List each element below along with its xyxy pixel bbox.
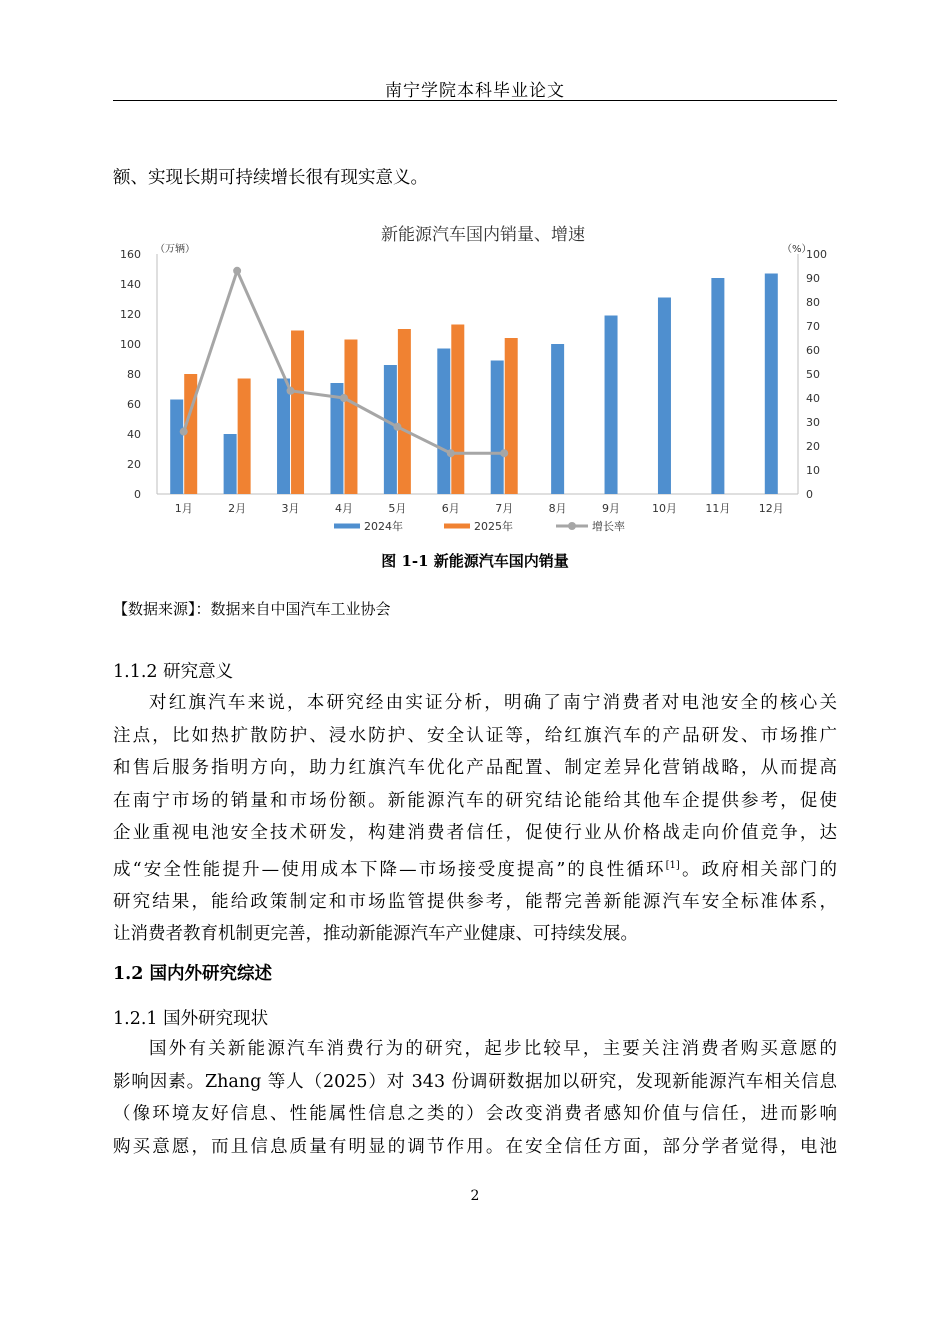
bar-2024 — [437, 349, 450, 495]
body-line-text: 成“安全性能提升—使用成本下降—市场接受度提高”的良性循环 — [113, 859, 666, 880]
x-tick-label: 10月 — [651, 502, 677, 515]
legend-growth-marker — [568, 522, 576, 530]
right-tick-label: 20 — [806, 440, 820, 453]
growth-rate-point — [393, 423, 401, 431]
intro-paragraph — [113, 162, 837, 195]
header-rule — [113, 100, 837, 101]
legend-growth-label: 增长率 — [592, 520, 625, 533]
body-line: 对红旗汽车来说，本研究经由实证分析，明确了南宁消费者对电池安全的核心关 — [149, 693, 837, 713]
left-tick-label: 120 — [120, 308, 141, 321]
legend-2025-label: 2025年 — [474, 520, 513, 533]
x-tick-label: 6月 — [441, 502, 460, 515]
growth-rate-point — [233, 267, 241, 275]
bar-2025 — [451, 325, 464, 495]
left-tick-label: 40 — [127, 428, 141, 441]
section-1-1-2-body — [113, 687, 837, 951]
section-heading-1-1-2: 1.1.2 研究意义 — [113, 662, 234, 682]
chart-title: 新能源汽车国内销量、增速 — [381, 225, 585, 245]
left-tick-label: 60 — [127, 398, 141, 411]
right-tick-label: 60 — [806, 344, 820, 357]
bar-2025 — [398, 329, 411, 494]
bar-2024 — [551, 344, 564, 494]
left-tick-label: 160 — [120, 248, 141, 261]
intro-line: 额、实现长期可持续增长很有现实意义。 — [113, 168, 428, 188]
growth-rate-point — [180, 428, 188, 436]
body-line: 影响因素。Zhang 等人（2025）对 343 份调研数据加以研究，发现新能源汽车相关信息 — [113, 1071, 837, 1092]
sales-chart — [110, 210, 840, 540]
bar-2024 — [658, 298, 671, 495]
x-tick-label: 1月 — [174, 502, 193, 515]
left-axis-unit: （万辆） — [155, 244, 195, 255]
body-line: 企业重视电池安全技术研发，构建消费者信任，促使行业从价格战走向价值竞争，达 — [113, 823, 837, 843]
right-tick-label: 90 — [806, 272, 820, 285]
right-tick-label: 0 — [806, 488, 813, 501]
right-tick-label: 40 — [806, 392, 820, 405]
bar-2024 — [277, 379, 290, 495]
x-tick-label: 8月 — [548, 502, 567, 515]
body-line: （像环境友好信息、性能属性信息之类的）会改变消费者感知价值与信任，进而影响 — [113, 1104, 837, 1124]
right-tick-label: 10 — [806, 464, 820, 477]
right-tick-label: 30 — [806, 416, 820, 429]
body-line: 和售后服务指明方向，助力红旗汽车优化产品配置、制定差异化营销战略，从而提高 — [113, 758, 837, 778]
bar-2025 — [505, 338, 518, 494]
bar-2025 — [344, 340, 357, 495]
bar-2024 — [224, 434, 237, 494]
body-line: 国外有关新能源汽车消费行为的研究，起步比较早，主要关注消费者购买意愿的 — [149, 1039, 837, 1059]
body-line: 让消费者教育机制更完善，推动新能源汽车产业健康、可持续发展。 — [113, 924, 638, 945]
x-tick-label: 7月 — [495, 502, 514, 515]
x-tick-label: 11月 — [705, 502, 731, 515]
section-1-2-1-body — [113, 1033, 837, 1163]
figure-caption: 图 1-1 新能源汽车国内销量 — [381, 552, 569, 570]
left-tick-label: 20 — [127, 458, 141, 471]
body-line-with-citation — [113, 850, 837, 886]
right-tick-label: 100 — [806, 248, 827, 261]
right-axis-unit: （%） — [782, 244, 812, 255]
page-number: 2 — [470, 1188, 480, 1204]
right-tick-label: 50 — [806, 368, 820, 381]
x-tick-label: 3月 — [281, 502, 300, 515]
bar-2024 — [491, 361, 504, 495]
bar-2025 — [291, 331, 304, 495]
bar-2024 — [170, 400, 183, 495]
x-tick-label: 12月 — [758, 502, 784, 515]
bar-2025 — [238, 379, 251, 495]
section-heading-1-2-1: 1.2.1 国外研究现状 — [113, 1009, 269, 1029]
growth-rate-point — [340, 394, 348, 402]
bar-2024 — [711, 278, 724, 494]
body-line: 购买意愿，而且信息质量有明显的调节作用。在安全信任方面，部分学者觉得，电池 — [113, 1136, 837, 1157]
left-tick-label: 140 — [120, 278, 141, 291]
body-line-tail: 。政府相关部门的 — [679, 859, 837, 880]
body-line: 在南宁市场的销量和市场份额。新能源汽车的研究结论能给其他车企提供参考，促使 — [113, 790, 837, 811]
citation-ref: [1] — [665, 859, 680, 871]
x-tick-label: 9月 — [602, 502, 621, 515]
x-tick-label: 5月 — [388, 502, 407, 515]
left-tick-label: 0 — [134, 488, 141, 501]
right-tick-label: 80 — [806, 296, 820, 309]
growth-rate-point — [287, 387, 295, 395]
growth-rate-point — [500, 449, 508, 457]
left-tick-label: 100 — [120, 338, 141, 351]
legend-2024-label: 2024年 — [364, 520, 403, 533]
page-header-title: 南宁学院本科毕业论文 — [385, 81, 565, 101]
x-tick-label: 4月 — [334, 502, 353, 515]
section-heading-1-2: 1.2 国内外研究综述 — [113, 964, 273, 984]
growth-rate-point — [447, 449, 455, 457]
left-tick-label: 80 — [127, 368, 141, 381]
bar-2024 — [765, 274, 778, 495]
body-line: 注点，比如热扩散防护、浸水防护、安全认证等，给红旗汽车的产品研发、市场推广 — [113, 725, 837, 746]
bar-2024 — [605, 316, 618, 495]
x-tick-label: 2月 — [228, 502, 247, 515]
source-note: 【数据来源】：数据来自中国汽车工业协会 — [113, 600, 391, 618]
body-line: 研究结果，能给政策制定和市场监管提供参考，能帮完善新能源汽车安全标准体系， — [113, 891, 837, 912]
right-tick-label: 70 — [806, 320, 820, 333]
